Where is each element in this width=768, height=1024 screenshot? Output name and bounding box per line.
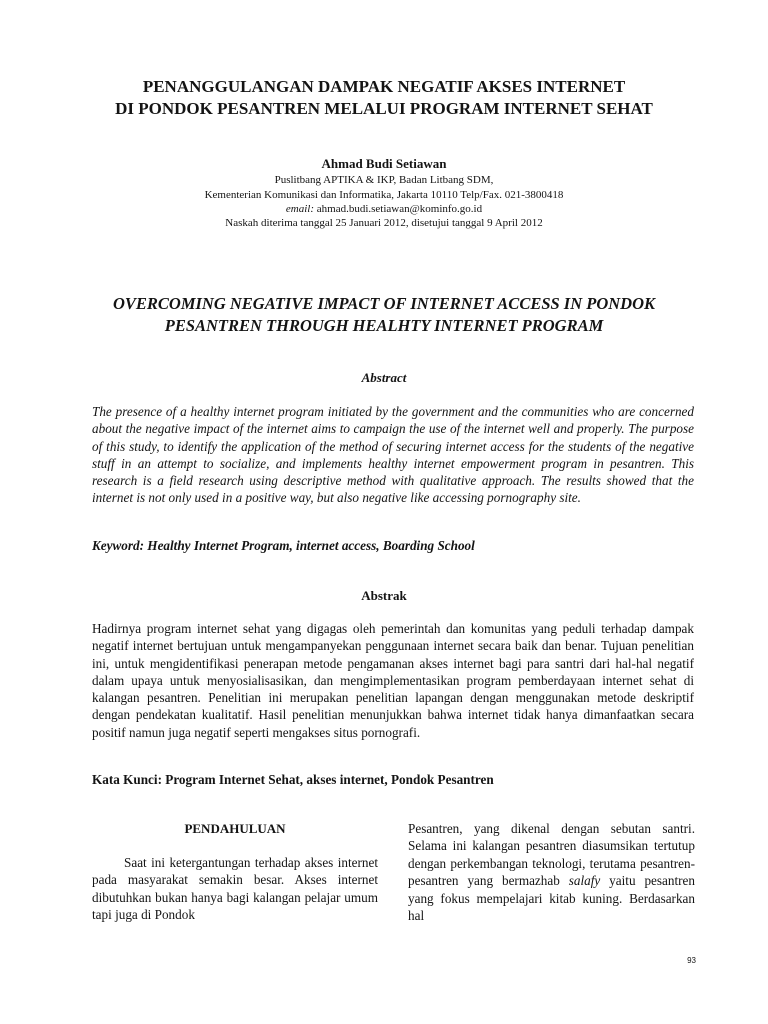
author-email-line — [80, 202, 688, 217]
title-english-line1: OVERCOMING NEGATIVE IMPACT OF INTERNET ACCESS IN PONDOK — [112, 293, 656, 313]
email-label: email: — [285, 203, 315, 215]
author-affiliation-2: Kementerian Komunikasi dan Informatika, Jakarta 10110 Telp/Fax. 021-3800418 — [204, 189, 564, 201]
right-column-text-b: yaitu pesantren yang fokus mempelajari kitab kuning. Berdasarkan hal — [408, 873, 695, 924]
right-column-text — [408, 820, 695, 924]
left-column-text: Saat ini ketergantungan terhadap akses internet pada masyarakat semakin besar. Akses internet dibutuhkan bukan hanya bagi kalangan pelajar umum tapi juga di Pondok — [92, 855, 378, 923]
abstract-body-english: The presence of a healthy internet program initiated by the government and the communities who are concerned about the negative impact of the internet aims to campaign the use of the internet well and properly. The purpose of this study, to identify the application of the method of securing internet access for the students of the negative stuff in an attempt to socialize, and implements healthy internet empowerment program in pesantren. This research is a field research using descriptive method with qualitative approach. The results showed that the internet is not only used in a positive way, but also negative like accessing pornography site. — [92, 404, 694, 506]
page-number: 93 — [687, 956, 696, 965]
right-column-italic-term: salafy — [568, 873, 601, 889]
submission-dates: Naskah diterima tanggal 25 Januari 2012, disetujui tanggal 9 April 2012 — [225, 217, 543, 229]
title-indonesian-line2: DI PONDOK PESANTREN MELALUI PROGRAM INTERNET SEHAT — [115, 99, 653, 118]
abstract-body-indonesian: Hadirnya program internet sehat yang digagas oleh pemerintah dan komunitas yang peduli terhadap dampak negatif internet bertujuan untuk mengampanyekan penggunaan internet secara baik dan benar. Tujuan penelitian ini, untuk mengidentifikasi penerapan metode pengamanan akses internet bagi para santri dari hal-hal negatif dalam upaya untuk menyosialisasikan, dan mengimplementasikan program pemberdayaan internet sehat di kalangan pesantren. Penelitian ini merupakan penelitian lapangan dengan menggunakan metode deskriptif dengan pendekatan kualitatif. Hasil penelitian menunjukkan bahwa internet tidak hanya dimanfaatkan secara positif namun juga negatif seperti mengakses situs pornografi. — [92, 621, 694, 740]
keywords-indonesian: Kata Kunci: Program Internet Sehat, akses internet, Pondok Pesantren — [92, 772, 494, 787]
title-indonesian-line1: PENANGGULANGAN DAMPAK NEGATIF AKSES INTERNET — [142, 77, 626, 96]
left-column — [92, 820, 378, 924]
author-email: ahmad.budi.setiawan@kominfo.go.id — [314, 203, 483, 215]
right-column-text-a: Pesantren, yang dikenal dengan sebutan santri. Selama ini kalangan pesantren diasumsikan tertutup dengan perkembangan teknologi, terutama pesantren-pesantren yang bermazhab — [408, 821, 695, 889]
keywords-english: Keyword: Healthy Internet Program, internet access, Boarding School — [92, 538, 475, 553]
author-affiliation-1: Puslitbang APTIKA & IKP, Badan Litbang SDM, — [274, 174, 494, 186]
author-name: Ahmad Budi Setiawan — [321, 156, 447, 171]
abstrak-heading: Abstrak — [361, 588, 407, 603]
section-heading-pendahuluan: PENDAHULUAN — [184, 821, 286, 836]
title-english-line2: PESANTREN THROUGH HEALHTY INTERNET PROGRAM — [164, 315, 604, 335]
abstract-heading: Abstract — [361, 370, 407, 385]
